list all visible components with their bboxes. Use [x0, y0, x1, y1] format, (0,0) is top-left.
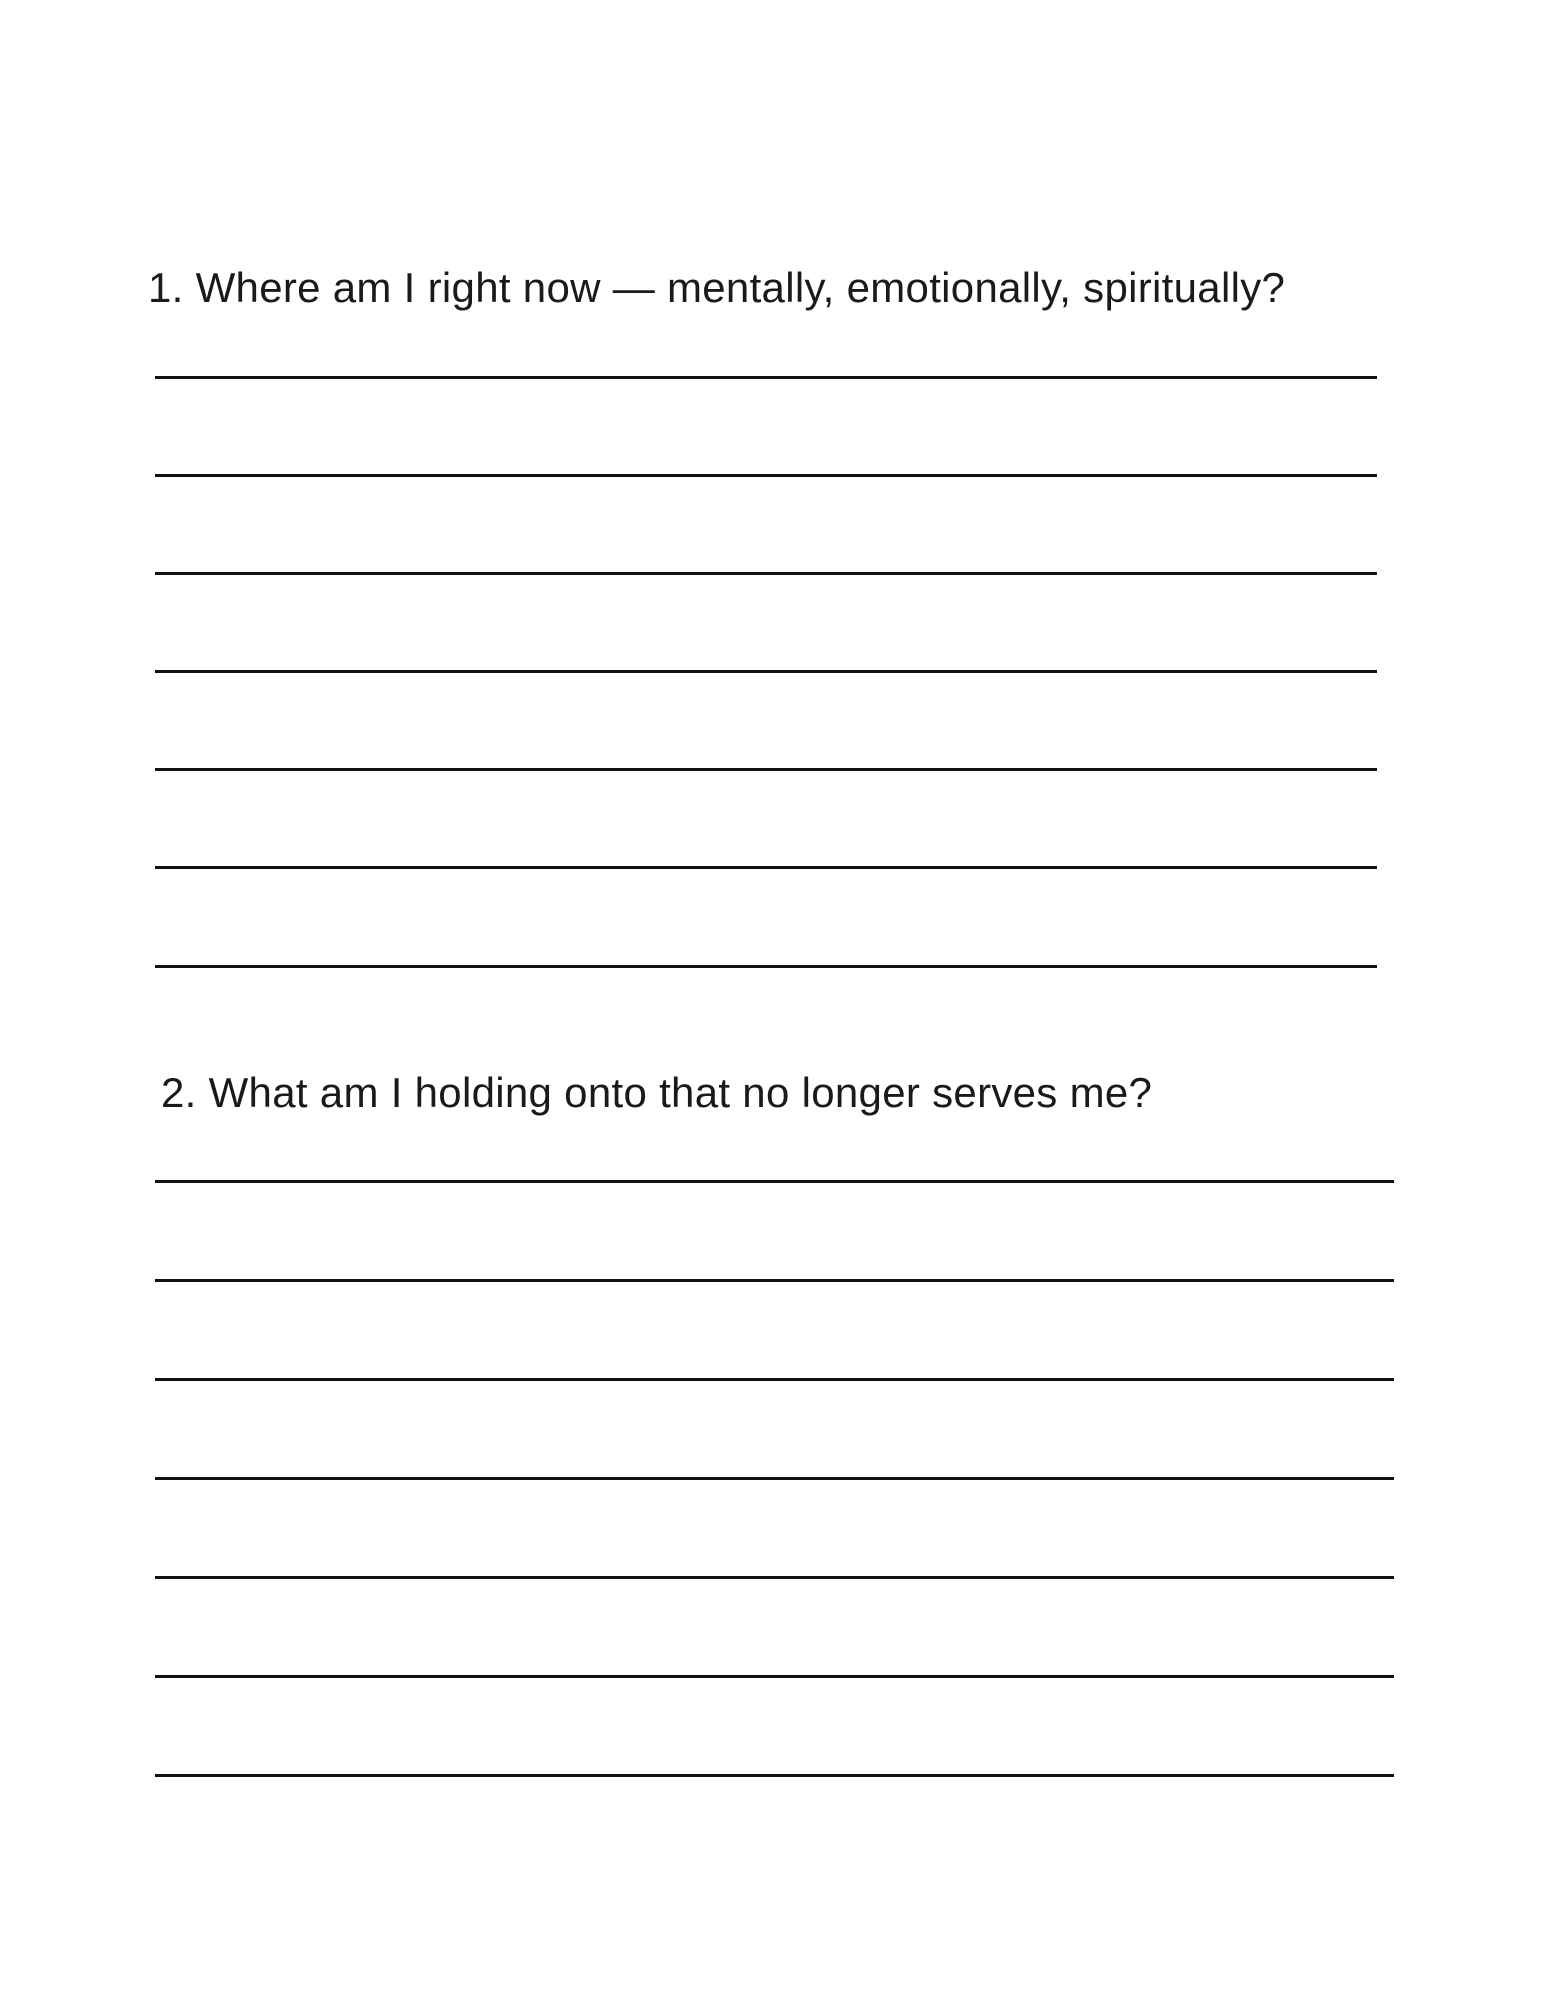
answer-line[interactable] — [155, 376, 1377, 379]
question-2-prompt: 2. What am I holding onto that no longer serves me? — [161, 1069, 1153, 1116]
answer-line[interactable] — [155, 1576, 1394, 1579]
answer-line[interactable] — [155, 572, 1377, 575]
answer-line[interactable] — [155, 1378, 1394, 1381]
answer-line[interactable] — [155, 1675, 1394, 1678]
answer-line[interactable] — [155, 1774, 1394, 1777]
answer-line[interactable] — [155, 1279, 1394, 1282]
answer-line[interactable] — [155, 474, 1377, 477]
answer-line[interactable] — [155, 670, 1377, 673]
answer-line[interactable] — [155, 1477, 1394, 1480]
answer-line[interactable] — [155, 866, 1377, 869]
answer-line[interactable] — [155, 1180, 1394, 1183]
answer-line[interactable] — [155, 768, 1377, 771]
question-1-prompt: 1. Where am I right now — mentally, emotionally, spiritually? — [148, 264, 1286, 311]
answer-line[interactable] — [155, 965, 1377, 968]
